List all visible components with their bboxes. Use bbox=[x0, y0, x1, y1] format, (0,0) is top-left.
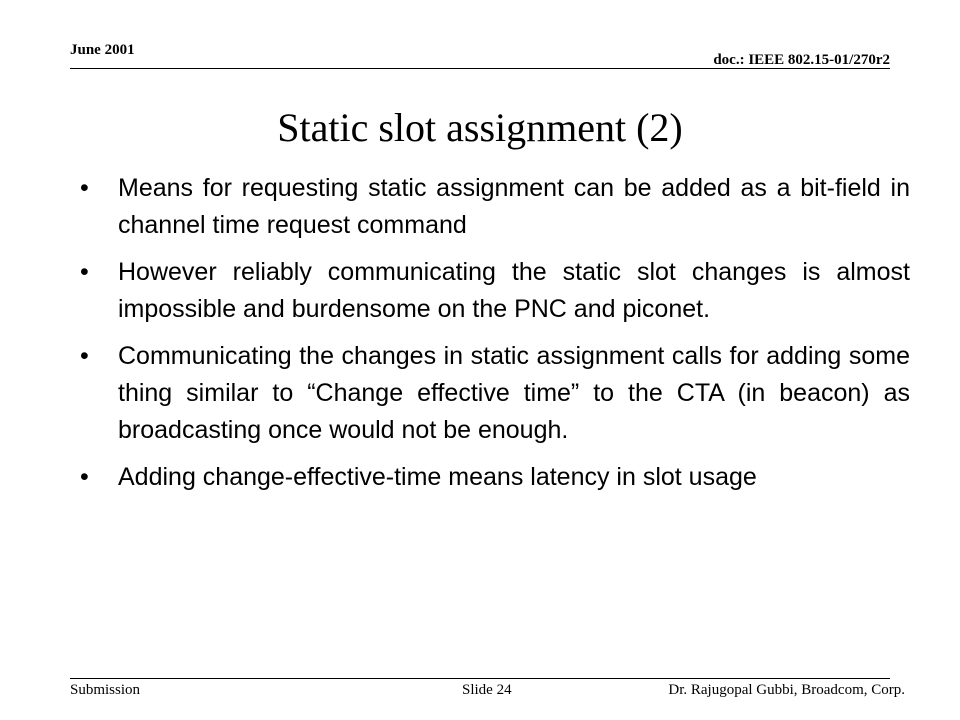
bullet-text: Adding change-effective-time means latency in slot usage bbox=[118, 463, 757, 491]
footer-author: Dr. Rajugopal Gubbi, Broadcom, Corp. bbox=[668, 682, 905, 698]
bullet-marker: • bbox=[80, 174, 89, 202]
bullet-text: However reliably communicating the static slot changes is almost impossible and burdensome on the PNC and piconet. bbox=[118, 258, 910, 323]
bullet-marker: • bbox=[80, 463, 89, 491]
footer-divider bbox=[70, 678, 890, 679]
footer-submission: Submission bbox=[70, 682, 141, 698]
header-divider bbox=[70, 68, 890, 69]
header-document-id: doc.: IEEE 802.15-01/270r2 bbox=[713, 52, 890, 68]
slide-title: Static slot assignment (2) bbox=[277, 105, 683, 150]
bullet-marker: • bbox=[80, 258, 89, 286]
bullet-marker: • bbox=[80, 342, 89, 370]
bullet-item bbox=[78, 170, 910, 244]
bullet-text: Communicating the changes in static assignment calls for adding some thing similar to “Change effective time” to the CTA (in beacon) as broadcasting once would not be enough. bbox=[118, 342, 910, 444]
bullet-text: Means for requesting static assignment can be added as a bit-field in channel time request command bbox=[118, 174, 910, 239]
bullet-list bbox=[78, 170, 910, 506]
bullet-item bbox=[78, 338, 910, 449]
header-date: June 2001 bbox=[70, 42, 135, 58]
bullet-item bbox=[78, 459, 910, 496]
bullet-item bbox=[78, 254, 910, 328]
footer-slide-number: Slide 24 bbox=[462, 682, 512, 698]
